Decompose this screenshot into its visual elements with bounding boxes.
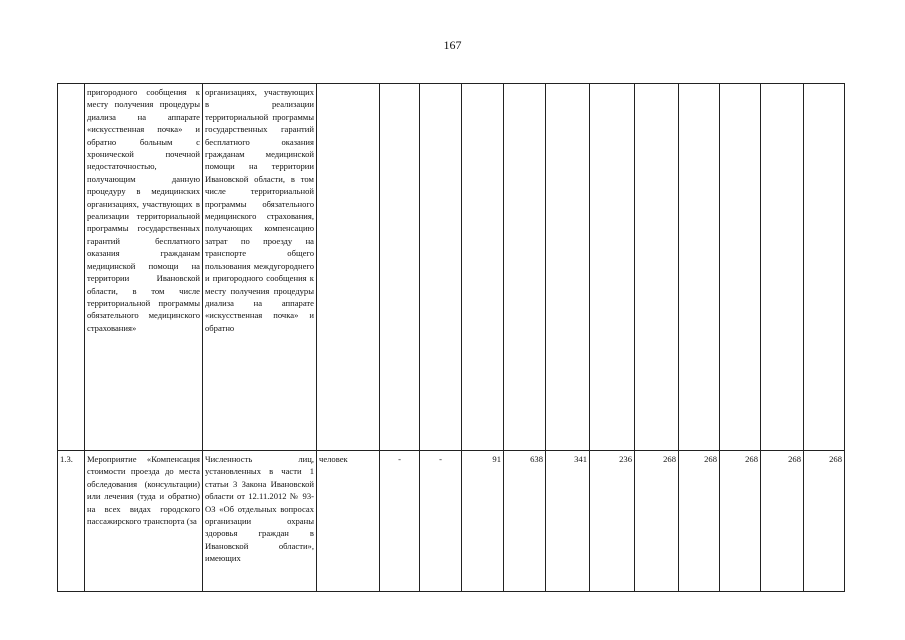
value-cell: 236 <box>590 451 635 592</box>
table-row <box>58 451 845 592</box>
row-index-cell: 1.3. <box>58 451 85 592</box>
value-cell <box>462 84 504 451</box>
value-cell: 341 <box>546 451 590 592</box>
indicator-cell: Численность лиц, установленных в части 1 статьи 3 Закона Ивановской области от 12.11.2012 № 93-ОЗ «Об отдельных вопросах организации охраны здоровья граждан в Ивановской области», имеющих <box>203 451 317 592</box>
value-cell <box>720 84 761 451</box>
value-cell: 638 <box>504 451 546 592</box>
row-index-cell <box>58 84 85 451</box>
value-cell <box>546 84 590 451</box>
page-number: 167 <box>443 38 462 52</box>
activity-cell: Мероприятие «Компенсация стоимости проезда до места обследования (консультации) или лечения (туда и обратно) на всех видах городского пассажирского транспорта (за <box>85 451 203 592</box>
value-cell <box>504 84 546 451</box>
value-cell <box>679 84 720 451</box>
unit-cell: человек <box>317 451 380 592</box>
table-row <box>58 84 845 451</box>
value-cell <box>380 84 420 451</box>
value-cell: 268 <box>635 451 679 592</box>
indicator-cell: организациях, участвующих в реализации территориальной программы государственных гарантий бесплатного оказания гражданам медицинской помощи на территории Ивановской области, в том числе территориальной программы обязательного медицинского страхования, получающих компенсацию затрат по проезду на транспорте общего пользования междугороднего и пригородного сообщения к месту получения процедуры диализа на аппарате «искусственная почка» и обратно <box>203 84 317 451</box>
unit-cell <box>317 84 380 451</box>
program-indicators-table <box>57 83 845 592</box>
activity-cell: пригородного сообщения к месту получения процедуры диализа на аппарате «искусственная почка» и обратно больным с хронической почечной недостаточностью, получающим данную процедуру в медицинских организациях, участвующих в реализации территориальной программы государственных гарантий бесплатного оказания гражданам медицинской помощи на территории Ивановской области, в том числе территориальной программы обязательного медицинского страхования» <box>85 84 203 451</box>
value-cell <box>420 84 462 451</box>
value-cell <box>635 84 679 451</box>
value-cell: 268 <box>679 451 720 592</box>
value-cell: 268 <box>804 451 845 592</box>
value-cell: - <box>380 451 420 592</box>
value-cell: 268 <box>761 451 804 592</box>
value-cell <box>804 84 845 451</box>
value-cell: 91 <box>462 451 504 592</box>
value-cell: - <box>420 451 462 592</box>
value-cell <box>761 84 804 451</box>
value-cell: 268 <box>720 451 761 592</box>
value-cell <box>590 84 635 451</box>
